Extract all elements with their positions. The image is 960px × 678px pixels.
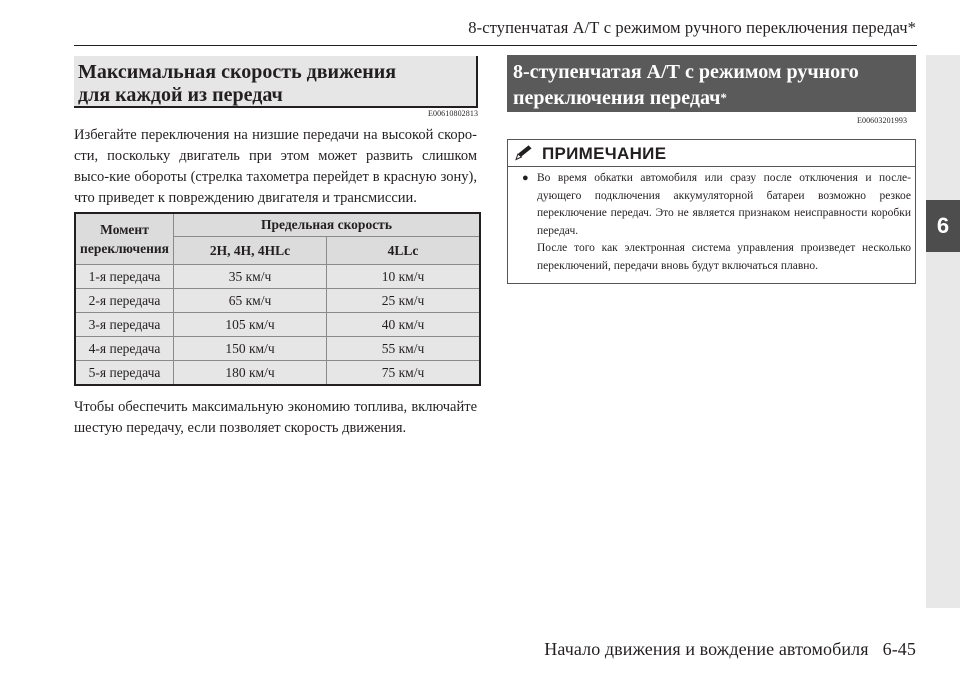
table-cell: 2-я передача (75, 289, 174, 313)
running-header: 8-ступенчатая А/Т с режимом ручного переключения передач* (468, 18, 916, 37)
section-title-line1: Максимальная скорость движения (78, 61, 397, 83)
table-row (75, 337, 480, 361)
table-cell: 65 км/ч (174, 289, 327, 313)
page-footer (540, 639, 916, 660)
table-row (75, 289, 480, 313)
table-row (75, 265, 480, 289)
table-subheader-4llc: 4LLc (327, 237, 481, 265)
table-cell: 35 км/ч (174, 265, 327, 289)
table-header-line2: переключения (80, 241, 169, 256)
table-cell: 40 км/ч (327, 313, 481, 337)
table-cell: 4-я передача (75, 337, 174, 361)
table-cell: 5-я передача (75, 361, 174, 386)
section-code: E00610802813 (428, 109, 479, 118)
note-label: ПРИМЕЧАНИЕ (542, 144, 667, 163)
header-rule (74, 45, 917, 46)
note-paragraph: После того как электронная система управления произведет несколько переключений, передачи вновь будут включаться плавно. (537, 242, 911, 272)
section-title-max-speed (74, 56, 478, 108)
table-cell: 180 км/ч (174, 361, 327, 386)
speed-limit-table (74, 212, 481, 386)
table-cell: 150 км/ч (174, 337, 327, 361)
section-title-line2-wrap (513, 85, 859, 111)
table-row (75, 361, 480, 386)
note-body (520, 170, 911, 275)
section-title-line2: переключения передач (513, 87, 721, 109)
note-divider (508, 166, 915, 167)
note-paragraph (520, 170, 911, 240)
page-number: 6-45 (882, 639, 916, 659)
table-cell: 3-я передача (75, 313, 174, 337)
table-cell: 10 км/ч (327, 265, 481, 289)
table-cell: 75 км/ч (327, 361, 481, 386)
pencil-icon (514, 143, 536, 166)
section-title-line2: для каждой из передач (78, 84, 283, 106)
section-title-line1: 8-ступенчатая А/Т с режимом ручного (513, 61, 859, 83)
table-subheader-2h-4h: 2H, 4H, 4HLc (174, 237, 327, 265)
section-title-8-speed-at (507, 55, 916, 112)
note-box (507, 139, 916, 284)
table-header-shift-moment (75, 213, 174, 265)
chapter-badge: 6 (926, 200, 960, 252)
table-header-line1: Момент (100, 222, 149, 237)
table-row (75, 313, 480, 337)
table-header-speed-limit: Предельная скорость (174, 213, 481, 237)
section-code: E00603201993 (857, 116, 908, 125)
side-tab (926, 55, 960, 608)
footer-section-name: Начало движения и вождение автомобиля (544, 639, 869, 659)
outro-paragraph: Чтобы обеспечить максимальную экономию топлива, включайте шестую передачу, если позволяет скорость движения. (74, 399, 477, 436)
intro-paragraph: Избегайте переключения на низшие передачи на высокой скоро-сти, поскольку двигатель при этом может развить слишком высо-кие обороты (стрелка тахометра перейдет в красную зону), что приведет к повреждению двигателя и трансмиссии. (74, 127, 477, 206)
table-cell: 105 км/ч (174, 313, 327, 337)
bullet-icon: ● (522, 172, 529, 184)
table-cell: 55 км/ч (327, 337, 481, 361)
note-text: Во время обкатки автомобиля или сразу после отключения и после-дующего подключения аккумуляторной батареи возможно резкое переключение передач. Это не является признаком неисправности коробки передач. (537, 172, 911, 237)
title-asterisk: * (720, 90, 727, 105)
table-cell: 1-я передача (75, 265, 174, 289)
table-cell: 25 км/ч (327, 289, 481, 313)
note-header (514, 143, 666, 165)
